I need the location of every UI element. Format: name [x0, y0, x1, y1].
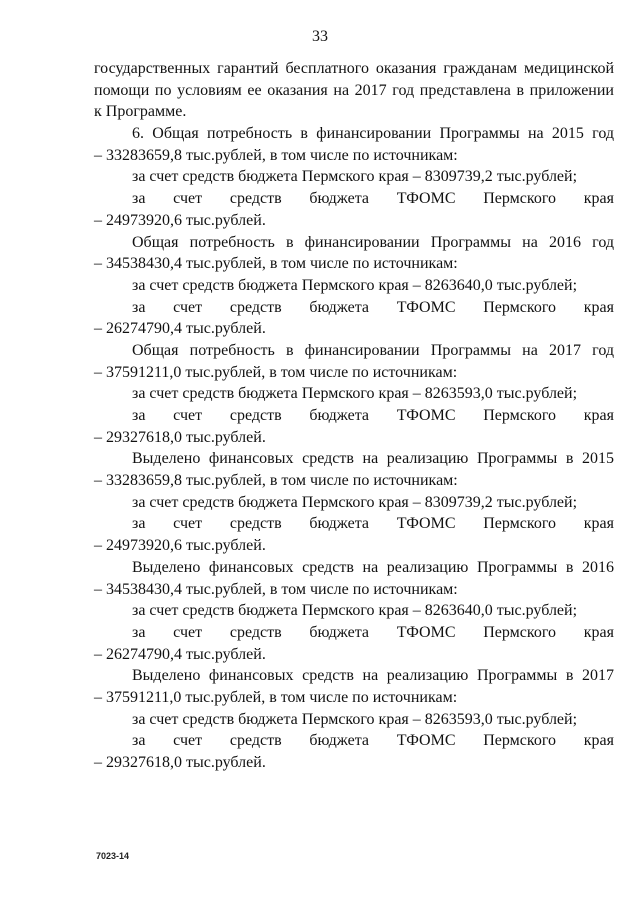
text-line: за счет средств бюджета ТФОМС Пермского края — [132, 407, 614, 424]
text-line: – 33283659,8 тыс.рублей, в том числе по источникам: — [94, 146, 458, 164]
text-line: – 34538430,4 тыс.рублей, в том числе по источникам: — [94, 255, 458, 273]
body-text — [94, 58, 614, 774]
text-line: к Программе. — [94, 103, 187, 121]
text-line: Выделено финансовых средств на реализацию Программы в 2015 — [132, 450, 614, 468]
document-code: 7023-14 — [96, 851, 130, 861]
text-line: помощи по условиям ее оказания на 2017 год представлена в приложении — [94, 81, 614, 99]
text-line: – 37591211,0 тыс.рублей, в том числе по источникам: — [94, 688, 458, 706]
text-line: – 34538430,4 тыс.рублей, в том числе по источникам: — [94, 580, 458, 598]
text-line: государственных гарантий бесплатного оказания гражданам медицинской — [94, 60, 614, 77]
text-line: Выделено финансовых средств на реализацию Программы в 2017 — [132, 667, 614, 685]
text-line: за счет средств бюджета ТФОМС Пермского края — [132, 515, 614, 533]
text-line: за счет средств бюджета ТФОМС Пермского края — [132, 190, 614, 208]
text-line: – 24973920,6 тыс.рублей. — [94, 537, 266, 555]
text-line: за счет средств бюджета Пермского края – 8263593,0 тыс.рублей; — [132, 385, 578, 403]
text-line: – 26274790,4 тыс.рублей. — [94, 645, 266, 663]
text-line: за счет средств бюджета Пермского края – 8263640,0 тыс.рублей; — [132, 276, 578, 294]
text-line: за счет средств бюджета ТФОМС Пермского края — [132, 732, 614, 750]
text-line: 6. Общая потребность в финансировании Программы на 2015 год — [132, 125, 614, 143]
text-line: – 24973920,6 тыс.рублей. — [94, 211, 266, 229]
text-line: – 26274790,4 тыс.рублей. — [94, 320, 266, 338]
text-line: за счет средств бюджета Пермского края – 8309739,2 тыс.рублей; — [132, 168, 578, 186]
text-line: – 37591211,0 тыс.рублей, в том числе по источникам: — [94, 363, 458, 381]
text-line: – 29327618,0 тыс.рублей. — [94, 428, 266, 446]
text-line: – 33283659,8 тыс.рублей, в том числе по источникам: — [94, 472, 458, 490]
text-line: за счет средств бюджета ТФОМС Пермского края — [132, 623, 614, 641]
text-line: Общая потребность в финансировании Программы на 2016 год — [132, 233, 614, 251]
text-line: за счет средств бюджета Пермского края – 8263593,0 тыс.рублей; — [132, 710, 578, 728]
page-number: 33 — [312, 28, 328, 45]
text-line: за счет средств бюджета Пермского края – 8263640,0 тыс.рублей; — [132, 602, 578, 620]
text-line: Общая потребность в финансировании Программы на 2017 год — [132, 341, 614, 359]
text-line: за счет средств бюджета Пермского края – 8309739,2 тыс.рублей; — [132, 493, 578, 511]
text-line: Выделено финансовых средств на реализацию Программы в 2016 — [132, 558, 614, 576]
text-line: за счет средств бюджета ТФОМС Пермского края — [132, 298, 614, 316]
text-line: – 29327618,0 тыс.рублей. — [94, 754, 266, 771]
